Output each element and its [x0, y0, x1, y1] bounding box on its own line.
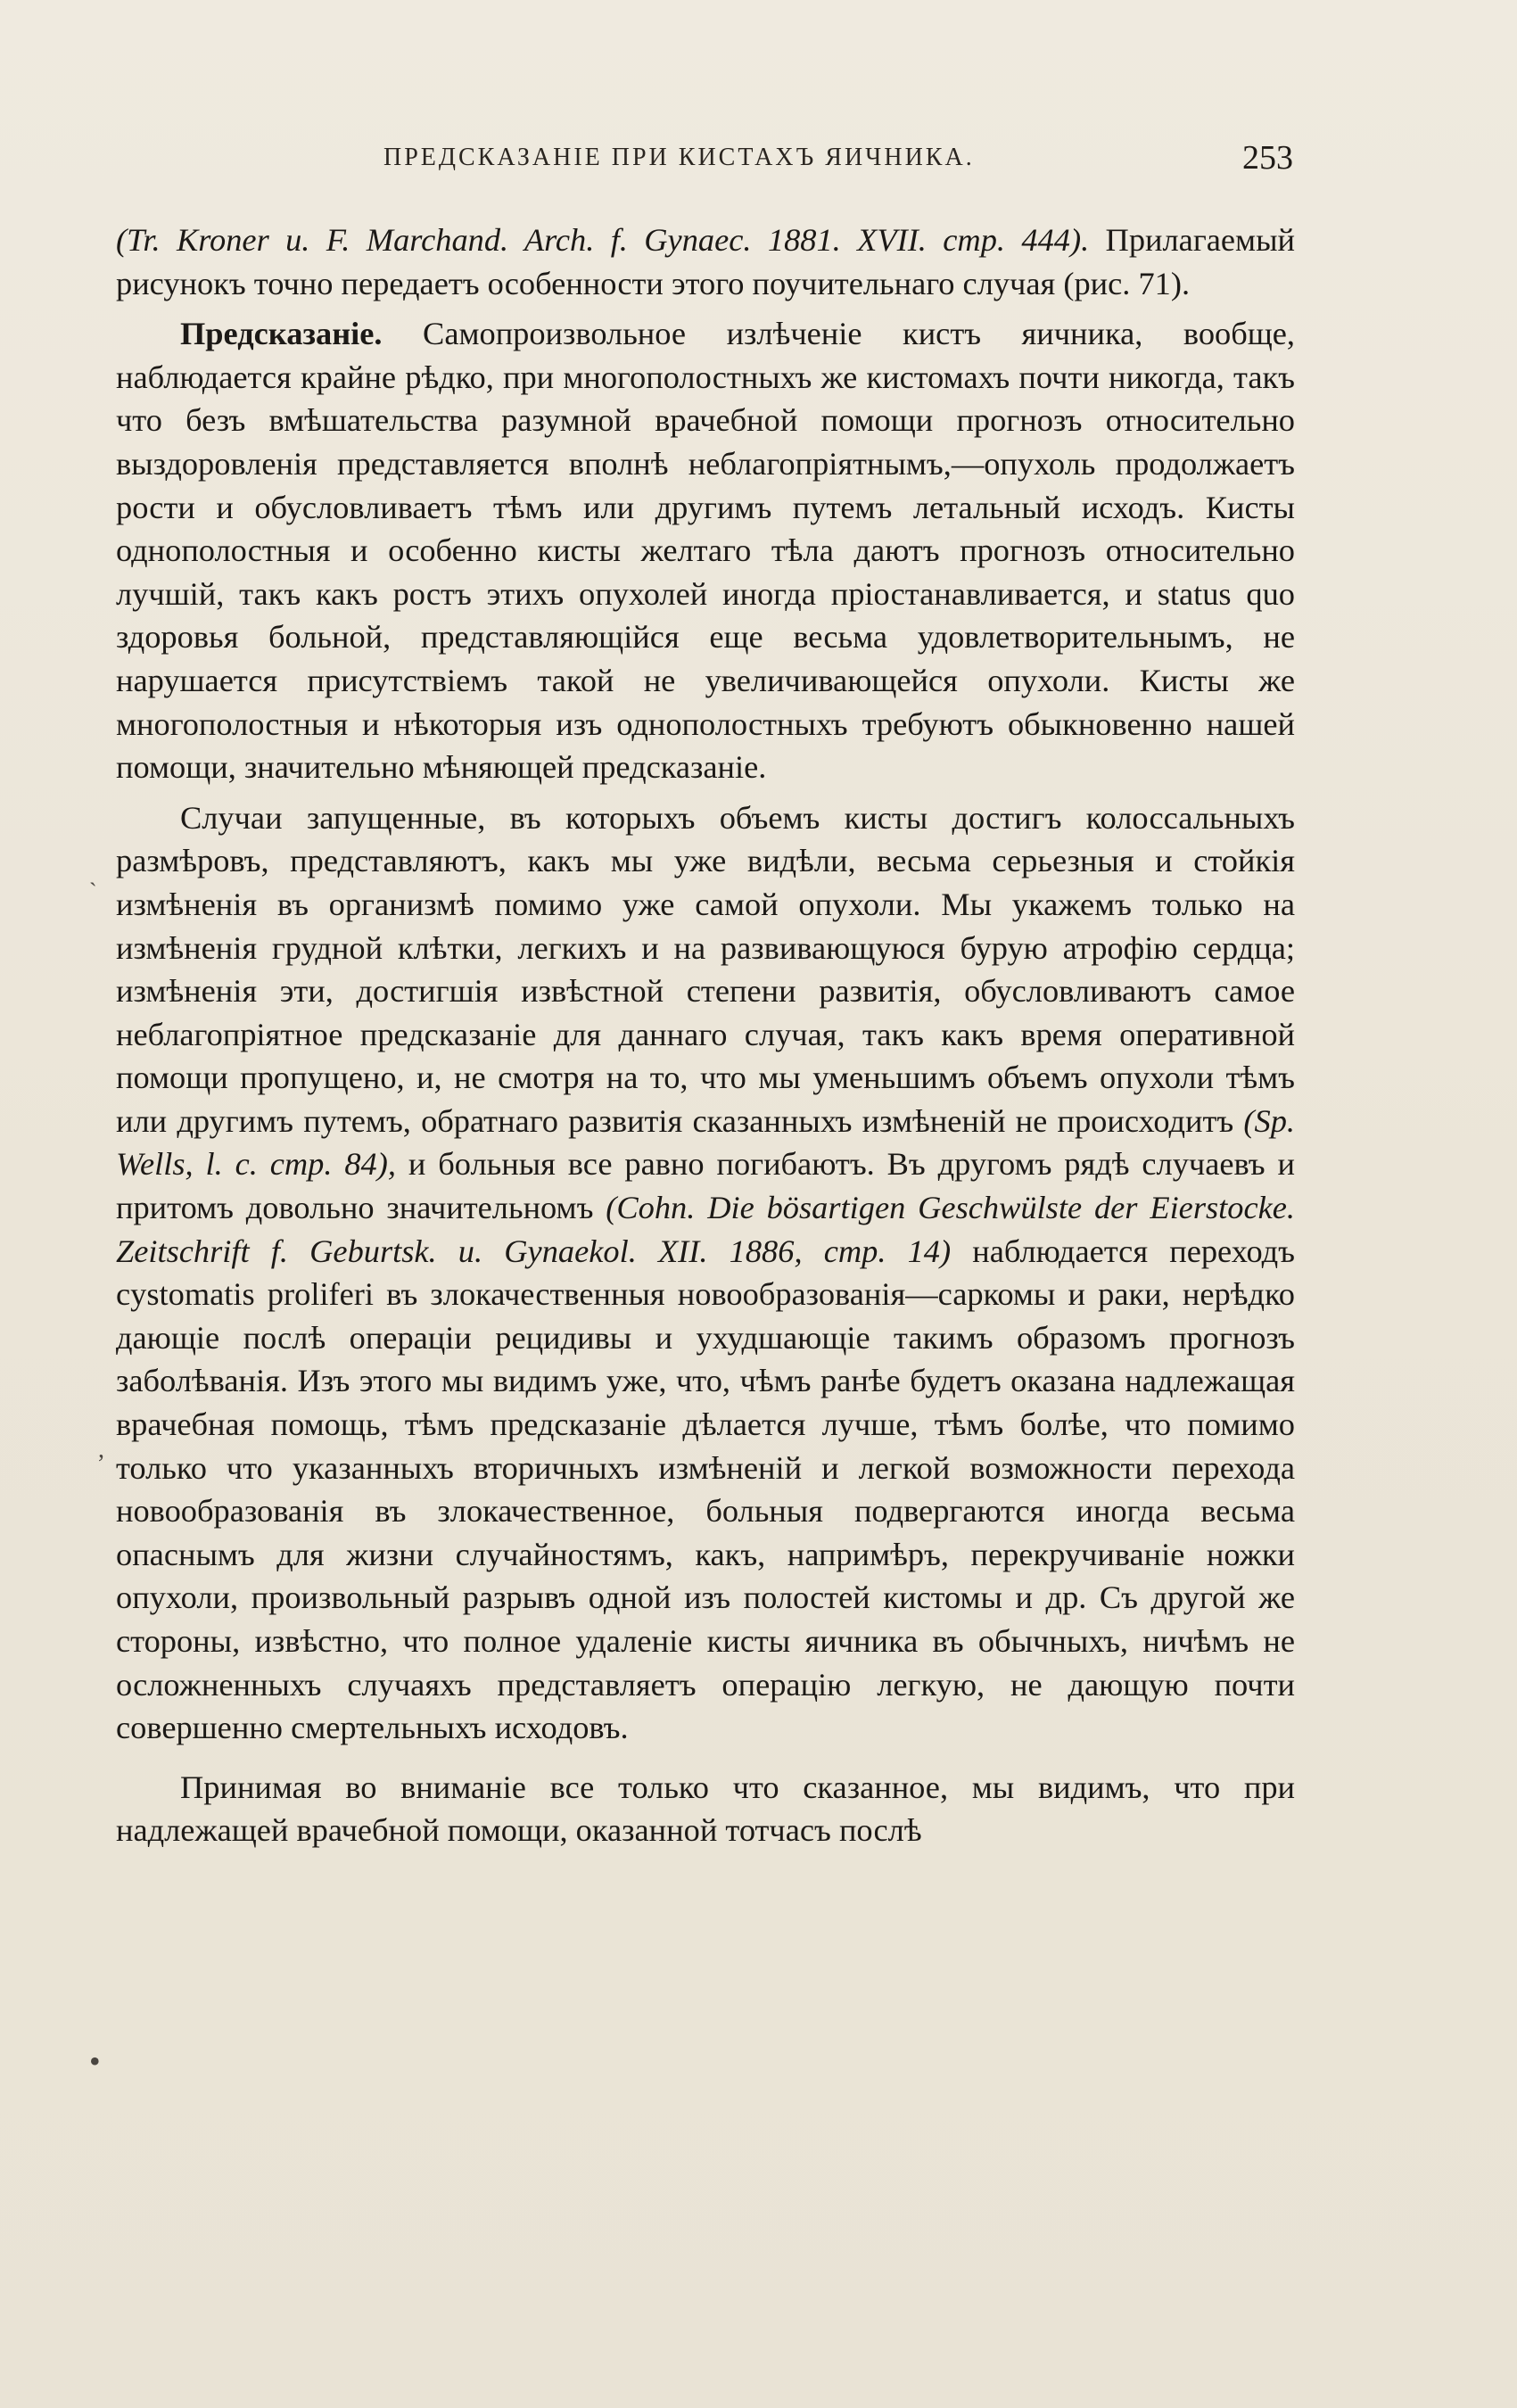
paragraph-text: и больныя все равно погибаютъ. Въ другомъ рядѣ случаевъ и притомъ довольно значительномъ: [116, 1146, 1295, 1226]
paragraph-text: Прилагаемый рисунокъ точно передаетъ особенности этого поучительнаго случая (рис. 71).: [116, 222, 1296, 301]
citation: (Sp. Wells, l. c. стр. 84),: [116, 1102, 1295, 1183]
running-title: ПРЕДСКАЗАНІЕ ПРИ КИСТАХЪ ЯИЧНИКА.: [383, 144, 975, 171]
section-heading: Предсказаніе.: [180, 316, 383, 352]
page-number: 253: [1242, 139, 1293, 177]
citation: (Cohn. Die bösartigen Geschwülste der Eierstocke. Zeitschrift f. Geburtsk. u. Gynaekol. XII. 1886, стр. 14): [116, 1190, 1296, 1269]
citation: (Tr. Kroner u. F. Marchand. Arch. f. Gynaec. 1881. XVII. стр. 444).: [116, 222, 1090, 258]
page-header: [116, 138, 1293, 183]
paragraph-text: наблюдается переходъ cystomatis proliferi въ злокачественныя новообразованія—саркомы и раки, нерѣдко дающіе послѣ операціи рецидивы и ухудшающіе такимъ образомъ прогнозъ заболѣванія. Изъ этого мы видимъ уже, что, чѣмъ ранѣе будетъ оказана надлежащая врачебная помощь, тѣмъ предсказаніе дѣлается лучше, тѣмъ болѣе, что помимо только что указанныхъ вторичныхъ измѣненій и легкой возможности перехода новообразованія въ злокачественное, больныя подвергаются иногда весьма опаснымъ для жизни случайностямъ, какъ, напримѣръ, перекручиваніе ножки опухоли, произвольный разрывъ одной изъ полостей кистомы и др. Съ другой же стороны, извѣстно, что полное удаленіе кисты яичника въ обычныхъ, ничѣмъ не осложненныхъ случаяхъ представляетъ операцію легкую, не дающую почти совершенно смертельныхъ исходовъ.: [116, 1233, 1295, 1746]
paragraph-prognosis: [116, 312, 1295, 789]
paragraph-neglected-cases: [116, 796, 1295, 1750]
paragraph-text: Принимая во вниманіе все только что сказанное, мы видимъ, что при надлежащей врачебной помощи, оказанной тотчасъ послѣ: [116, 1769, 1295, 1849]
margin-mark: ,: [98, 1436, 104, 1464]
paragraph-text: Случаи запущенные, въ которыхъ объемъ кисты достигъ колоссальныхъ размѣровъ, представляютъ, какъ мы уже видѣли, весьма серьезныя и стойкія измѣненія въ организмѣ помимо уже самой опухоли. Мы укажемъ только на измѣненія грудной клѣтки, легкихъ и на развивающуюся бурую атрофію сердца; измѣненія эти, достигшія извѣстной степени развитія, обусловливаютъ самое неблагопріятное предсказаніе для даннаго случая, такъ какъ время оперативной помощи пропущено, и, не смотря на то, что мы уменьшимъ объемъ опухоли тѣмъ или другимъ путемъ, обратнаго развитія сказанныхъ измѣненій не происходитъ: [116, 799, 1295, 1139]
paragraph-conclusion: [116, 1766, 1295, 1852]
margin-mark: `: [89, 878, 97, 904]
body-text: [116, 219, 1295, 1852]
paragraph-citation: [116, 219, 1295, 305]
paragraph-text: Самопроизвольное излѣченіе кистъ яичника, вообще, наблюдается крайне рѣдко, при многополостныхъ же кистомахъ почти никогда, такъ что безъ вмѣшательства разумной врачебной помощи прогнозъ относительно выздоровленія представляется вполнѣ неблагопріятнымъ,—опухоль продолжаетъ рости и обусловливаетъ тѣмъ или другимъ путемъ летальный исходъ. Кисты однополостныя и особенно кисты желтаго тѣла даютъ прогнозъ относительно лучшій, такъ какъ ростъ этихъ опухолей иногда пріостанавливается, и status quo здоровья больной, представляющійся еще весьма удовлетворительнымъ, не нарушается присутствіемъ такой не увеличивающейся опухоли. Кисты же многополостныя и нѣкоторыя изъ однополостныхъ требуютъ обыкновенно нашей помощи, значительно мѣняющей предсказаніе.: [116, 316, 1295, 786]
margin-mark: •: [89, 2043, 101, 2079]
